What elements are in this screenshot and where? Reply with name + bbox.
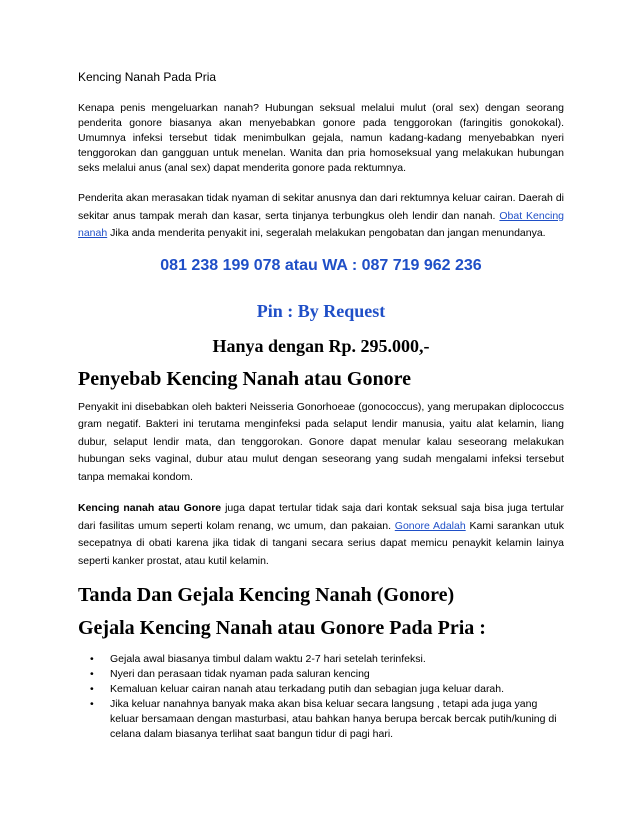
anus-symptoms-paragraph <box>78 190 564 243</box>
list-item <box>78 697 564 742</box>
bullet-icon: • <box>90 683 94 695</box>
document-title: Kencing Nanah Pada Pria <box>78 70 217 84</box>
gonore-adalah-link[interactable]: Gonore Adalah <box>394 519 466 532</box>
list-item <box>78 667 564 682</box>
paragraph-text: Kami sarankan utuk secepatnya di obati karena jika tidak di tangani secara serius dapat memicu penaykit kelamin lainya seperti kanker prostat, atau kutil kelamin. <box>78 519 565 567</box>
bold-term: Kencing nanah atau Gonore <box>78 502 222 514</box>
transmission-paragraph <box>78 500 564 570</box>
paragraph-text: juga dapat tertular tidak saja dari kontak seksual saja bisa juga tertular dari fasilitas umum seperti kolam renang, wc umum, dan pakaian. <box>78 502 564 532</box>
list-item-text: Jika keluar nanahnya banyak maka akan bisa keluar secara langsung , tetapi ada juga yang keluar bersamaan dengan masturbasi, atau bahkan hanya berupa bercak bercak putih/kuning di celana dalam biasanya terlihat saat bangun tidur di pagi hari. <box>110 698 557 740</box>
price-text: Hanya dengan Rp. 295.000,- <box>212 335 430 356</box>
list-item <box>78 652 564 667</box>
list-item-text: Kemaluan keluar cairan nanah atau terkadang putih dan sebagian juga keluar darah. <box>110 683 505 695</box>
bullet-icon: • <box>90 668 94 680</box>
list-item <box>78 682 564 697</box>
heading-gejala-pria: Gejala Kencing Nanah atau Gonore Pada Pria : <box>78 617 486 639</box>
list-item-text: Gejala awal biasanya timbul dalam waktu 2-7 hari setelah terinfeksi. <box>110 653 426 665</box>
heading-penyebab: Penyebab Kencing Nanah atau Gonore <box>78 367 411 390</box>
document-page <box>78 70 564 742</box>
paragraph-text: Jika anda menderita penyakit ini, segeralah melakukan pengobatan dan jangan menundanya. <box>107 227 546 239</box>
symptoms-list <box>78 652 564 742</box>
obat-kencing-nanah-link[interactable]: Obat Kencing nanah <box>78 209 564 239</box>
cause-paragraph: Penyakit ini disebabkan oleh bakteri Neisseria Gonorhoeae (gonococcus), yang merupakan diplococcus gram negatif. Bakteri ini terutama menginfeksi pada selaput lendir manusia, yaitu alat kelamin, liang dubur, selaput lendir mata, dan tenggorokan. Gonore dapat menular kalau seseorang melakukan hubungan seks vaginal, dubur atau mulut dengan seseorang yang sudah mengalami infeksi tersebut tanpa memakai kondom. <box>78 400 564 483</box>
paragraph-text: Penderita akan merasakan tidak nyaman di sekitar anusnya dan dari rektumnya keluar cairan. Daerah di sekitar anus tampak merah dan kasar, serta tinjanya terbungkus oleh lendir dan nanah. <box>78 192 564 222</box>
bullet-icon: • <box>90 698 94 710</box>
list-item-text: Nyeri dan perasaan tidak nyaman pada saluran kencing <box>110 668 370 680</box>
pin-text: Pin : By Request <box>256 300 386 321</box>
heading-tanda-gejala: Tanda Dan Gejala Kencing Nanah (Gonore) <box>78 584 455 606</box>
bullet-icon: • <box>90 653 94 665</box>
phone-number: 081 238 199 078 atau WA : 087 719 962 236 <box>160 256 482 274</box>
intro-paragraph: Kenapa penis mengeluarkan nanah? Hubungan seksual melalui mulut (oral sex) dengan seorang penderita gonore biasanya akan menyebabkan gonore pada tenggorokan (faringitis gonokokal). Umumnya infeksi tersebut tidak menimbulkan gejala, namun kadang-kadang menyebabkan nyeri tenggorokan dan gangguan untuk menelan. Wanita dan pria homoseksual yang melakukan hubungan seks melalui anus (anal sex) dapat menderita gonore pada rektumnya. <box>78 102 564 174</box>
